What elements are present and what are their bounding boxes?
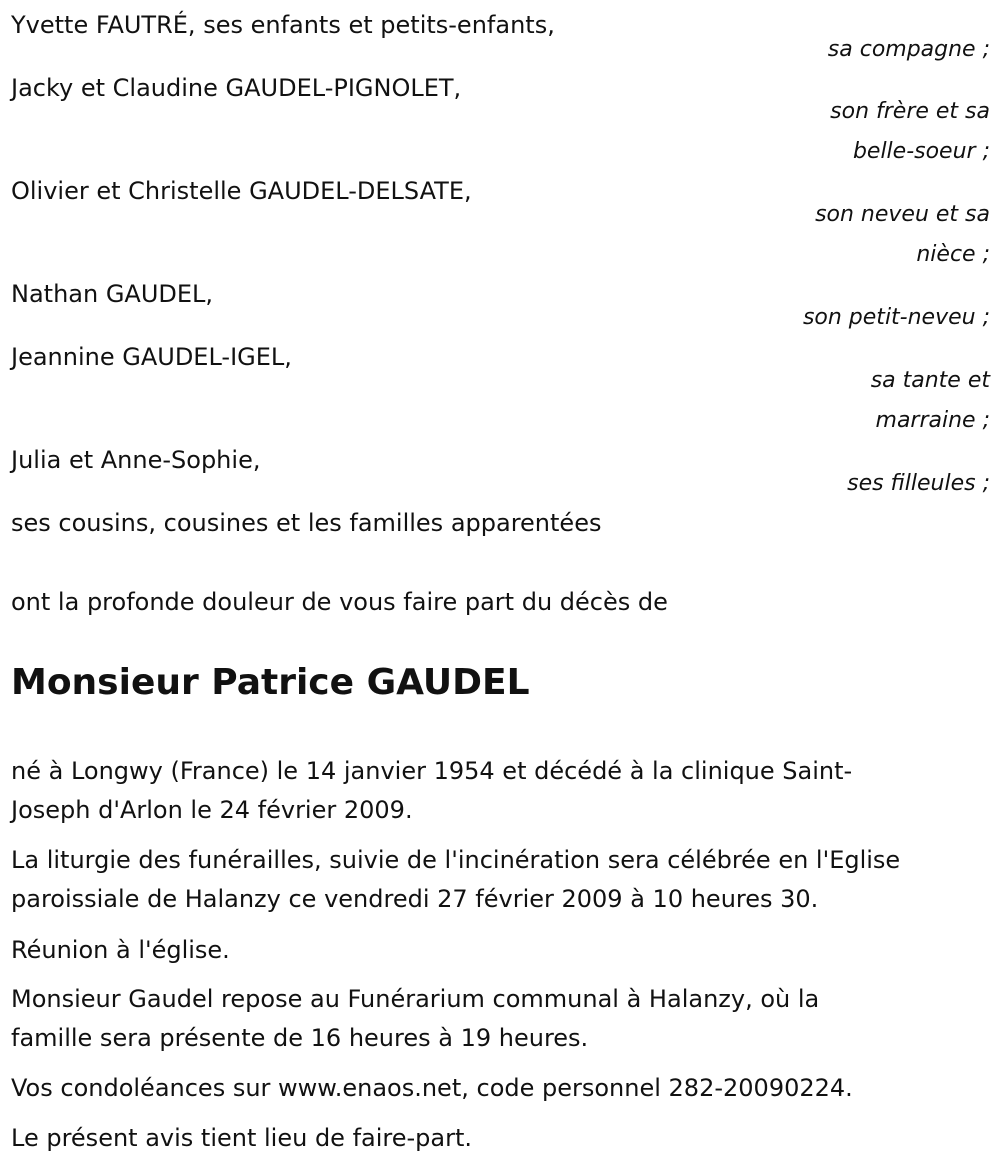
paragraph-condolences [11, 1069, 996, 1108]
paragraph-funeral [11, 841, 996, 919]
paragraph-line: Réunion à l'église. [11, 936, 230, 964]
relation-line: son neveu et sa [815, 202, 990, 227]
paragraph-funerarium [11, 980, 996, 1058]
relation-line: sa compagne ; [827, 37, 990, 62]
paragraph-line: paroissiale de Halanzy ce vendredi 27 février 2009 à 10 heures 30. [11, 885, 819, 913]
paragraph-notice [11, 1119, 996, 1158]
relation-line: sa tante et [870, 368, 990, 393]
paragraph-line: La liturgie des funérailles, suivie de l'incinération sera célébrée en l'Eglise [11, 846, 901, 874]
relation-line: belle-soeur ; [852, 139, 990, 164]
relation-line: marraine ; [875, 408, 990, 433]
family-relation-3 [815, 195, 990, 275]
relation-line: son petit-neveu ; [802, 305, 990, 330]
paragraph-line: né à Longwy (France) le 14 janvier 1954 et décédé à la clinique Saint- [11, 757, 853, 785]
family-relation-2 [830, 92, 990, 172]
relation-line: son frère et sa [830, 99, 990, 124]
paragraph-line: famille sera présente de 16 heures à 19 heures. [11, 1024, 589, 1052]
family-name-1: Yvette FAUTRÉ, ses enfants et petits-enfants, [11, 11, 555, 39]
family-name-3: Olivier et Christelle GAUDEL-DELSATE, [11, 177, 472, 205]
paragraph-meeting [11, 931, 996, 970]
paragraph-line: Joseph d'Arlon le 24 février 2009. [11, 796, 413, 824]
family-name-4: Nathan GAUDEL, [11, 280, 214, 308]
paragraph-birth-death [11, 752, 996, 830]
family-name-5: Jeannine GAUDEL-IGEL, [11, 343, 292, 371]
paragraph-line: Vos condoléances sur www.enaos.net, code personnel 282-20090224. [11, 1074, 853, 1102]
family-name-2: Jacky et Claudine GAUDEL-PIGNOLET, [11, 74, 462, 102]
relation-line: nièce ; [916, 242, 990, 267]
deceased-name: Monsieur Patrice GAUDEL [11, 662, 530, 703]
paragraph-line: Le présent avis tient lieu de faire-part. [11, 1124, 473, 1152]
family-name-7: ses cousins, cousines et les familles apparentées [11, 509, 602, 537]
family-relation-4 [803, 298, 990, 338]
family-name-6: Julia et Anne-Sophie, [11, 446, 261, 474]
family-relation-1 [828, 30, 990, 70]
paragraph-line: Monsieur Gaudel repose au Funérarium communal à Halanzy, où la [11, 985, 820, 1013]
family-relation-6 [847, 464, 990, 504]
intro-text: ont la profonde douleur de vous faire part du décès de [11, 588, 668, 616]
family-relation-5 [871, 361, 990, 441]
relation-line: ses filleules ; [847, 471, 990, 496]
